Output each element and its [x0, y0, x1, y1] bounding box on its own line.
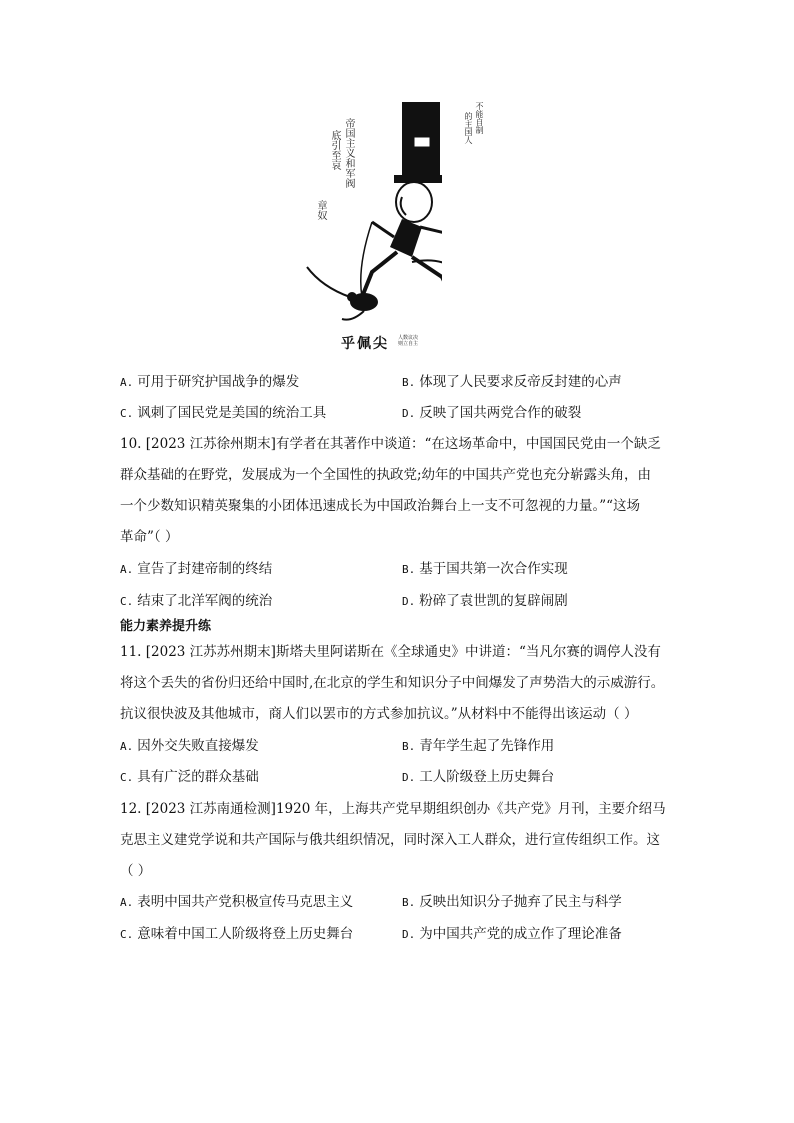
q11-stem-line-1: 11. [2023 江苏苏州期末]斯塔夫里阿诺斯在《全球通史》中讲道：“当凡尔赛的调停人没有 — [120, 644, 661, 660]
q10-option-c[interactable]: C. 结束了北洋军阀的统治 — [120, 593, 273, 609]
q11-option-d[interactable]: D. 工人阶级登上历史舞台 — [402, 769, 555, 785]
cartoon-text-left-2: 底引至哀 — [329, 130, 340, 170]
q12-option-a[interactable]: A. 表明中国共产党积极宣传马克思主义 — [120, 894, 354, 910]
cartoon-text-left: 帝国主义和军阀 — [343, 118, 354, 188]
cartoon-text-right: 不能自制 — [475, 102, 484, 134]
hat-flag-icon — [414, 137, 430, 147]
cartoon-caption-small — [398, 335, 418, 347]
caption-sub-1: 人数议决 — [398, 335, 419, 341]
section-title: 能力素养提升练 — [120, 619, 212, 634]
q9-option-c[interactable]: C. 讽刺了国民党是美国的统治工具 — [120, 405, 327, 421]
q10-stem-line-3: 一个少数知识精英聚集的小团体迅速成长为中国政治舞台上一支不可忽视的力量。”“这场 — [120, 498, 641, 514]
q12-stem-line-2: 克思主义建党学说和共产国际与俄共组织情况，同时深入工人群众，进行宣传组织工作。这 — [120, 832, 660, 848]
q9-option-a[interactable]: A. 可用于研究护国战争的爆发 — [120, 374, 300, 390]
q10-stem-line-1: 10. [2023 江苏徐州期末]有学者在其著作中谈道：“在这场革命中，中国国民党由一个缺乏 — [120, 436, 661, 452]
q9-option-b[interactable]: B. 体现了人民要求反帝反封建的心声 — [402, 374, 622, 390]
q11-stem-line-2: 将这个丢失的省份归还给中国时,在北京的学生和知识分子中间爆发了声势浩大的示威游行。 — [120, 675, 665, 691]
q12-option-c[interactable]: C. 意味着中国工人阶级将登上历史舞台 — [120, 926, 354, 942]
q11-option-a[interactable]: A. 因外交失败直接爆发 — [120, 738, 259, 754]
q11-option-b[interactable]: B. 青年学生起了先锋作用 — [402, 738, 555, 754]
cartoon-caption: 乎佩尖 — [341, 336, 389, 352]
q12-option-b[interactable]: B. 反映出知识分子抛弃了民主与科学 — [402, 894, 622, 910]
q10-option-b[interactable]: B. 基于国共第一次合作实现 — [402, 561, 568, 577]
q10-stem-line-2: 群众基础的在野党，发展成为一个全国性的执政党;幼年的中国共产党也充分崭露头角，由 — [120, 467, 652, 483]
q9-option-d[interactable]: D. 反映了国共两党合作的破裂 — [402, 405, 582, 421]
cartoon-signature: 章奴 — [315, 200, 326, 220]
political-cartoon — [302, 97, 442, 357]
q12-stem-line-1: 12. [2023 江苏南通检测]1920 年，上海共产党早期组织创办《共产党》月刊，主要介绍马 — [120, 801, 666, 817]
q11-stem-line-3: 抗议很快波及其他城市，商人们以罢市的方式参加抗议。”从材料中不能得出该运动（ ） — [120, 706, 638, 722]
cartoon-drawing — [302, 97, 442, 357]
q10-stem-line-4: 革命”（ ） — [120, 529, 179, 545]
q10-option-d[interactable]: D. 粉碎了袁世凯的复辟闹剧 — [402, 593, 568, 609]
q12-stem-line-3: （ ） — [120, 863, 152, 879]
caption-sub-2: 则立自主 — [398, 341, 419, 347]
q10-option-a[interactable]: A. 宣告了封建帝制的终结 — [120, 561, 273, 577]
cartoon-text-right-2: 的主国人 — [464, 112, 473, 144]
q11-option-c[interactable]: C. 具有广泛的群众基础 — [120, 769, 259, 785]
q12-option-d[interactable]: D. 为中国共产党的成立作了理论准备 — [402, 926, 622, 942]
